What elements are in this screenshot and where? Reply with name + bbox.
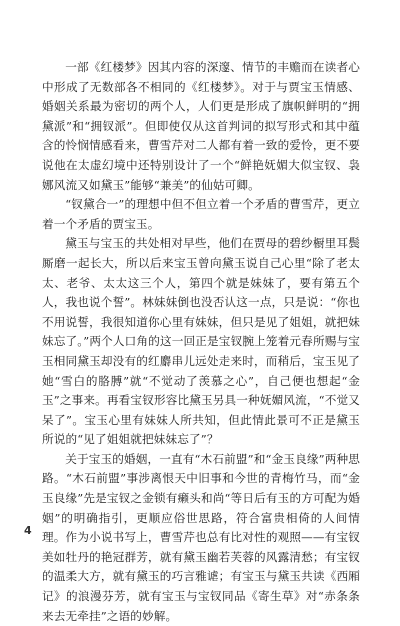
- page-number: 4: [24, 524, 32, 537]
- body-text: [42, 58, 360, 626]
- paragraph-3: 黛玉与宝玉的共处相对早些，他们在贾母的碧纱橱里耳鬓厮磨一起长大，所以后来宝玉曾向黛玉说自己心里“除了老太太、老爷、太太这三个人，第四个就是妹妹了，要有第五个人，我也说个誓”。林妹妹倒也没否认这一点，只是说：“你也不用说誓，我很知道你心里有妹妹，但只是见了姐姐，就把妹妹忘了。”两个人口角的这一回正是宝钗腕上笼着元春所赐与宝玉相同黛玉却没有的红麝串儿远处走来时，而稍后，宝玉见了她“雪白的胳膊”就“不觉动了羡慕之心”，自己便也想起“金玉”之事来。再看宝钗形容比黛玉另具一种妩媚风流，“不觉又呆了”。宝玉心里有妹妹人所共知，但此情此景可不正是黛玉所说的“见了姐姐就把妹妹忘了”？: [42, 236, 360, 447]
- paragraph-2: “钗黛合一”的理想中但不但立着一个矛盾的曹雪芹，更立着一个矛盾的贾宝玉。: [42, 197, 360, 231]
- paragraph-4: 关于宝玉的婚姻，一直有“木石前盟”和“金玉良缘”两种思路。“木石前盟”事涉离恨天中旧事和今世的青梅竹马，而“金玉良缘”先是宝钗之金锁有癞头和尚“等日后有玉的方可配为婚姻”的明确指引，更顺应俗世思路，符合富贵相倚的人间情理。作为小说书写上，曹雪芹也总有比对性的观照——有宝钗美如牡丹的艳冠群芳，就有黛玉幽若芙蓉的风露清愁；有宝钗的温柔大方，就有黛玉的巧言雅谑；有宝玉与黛玉共读《西厢记》的浪漫芬芳，就有宝玉与宝钗同品《寄生草》对“赤条条来去无牵挂”之语的妙解。: [42, 451, 360, 623]
- paragraph-1: 一部《红楼梦》因其内容的深邃、情节的丰赡而在读者心中形成了无数部各不相同的《红楼梦》。对于与贾宝玉情感、婚姻关系最为密切的两个人，人们更是形成了旗帜鲜明的“拥黛派”和“拥钗派”。但即使仅从这首判词的拟写形式和其中蕴含的怜悯情感看来，曹雪芹对二人都有着一致的爱怜，更不要说他在太虚幻境中还特别设计了一个“鲜艳妩媚大似宝钗、袅娜风流又如黛玉”能够“兼美”的仙姑可卿。: [42, 60, 360, 192]
